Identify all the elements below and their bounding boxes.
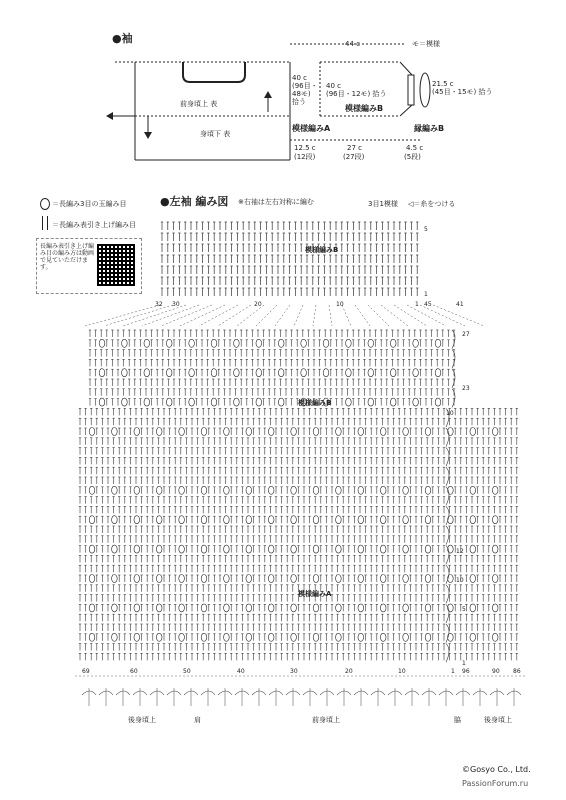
legend-raised-text: ＝長編み表引き上げ編み目 xyxy=(52,221,136,229)
bobble-mark xyxy=(201,428,207,436)
bobble-mark xyxy=(470,516,476,524)
bobble-mark xyxy=(291,486,297,494)
bobble-mark xyxy=(291,575,297,583)
bobble-mark xyxy=(346,398,352,406)
bobble-mark xyxy=(380,516,386,524)
bobble-mark xyxy=(179,486,185,494)
bobble-mark xyxy=(435,398,441,406)
bobble-mark xyxy=(156,575,162,583)
decrease-line xyxy=(199,305,238,326)
bobble-mark xyxy=(291,428,297,436)
bobble-mark xyxy=(166,398,172,406)
bobble-mark xyxy=(246,486,252,494)
bobble-mark xyxy=(122,369,128,377)
bobble-mark xyxy=(246,428,252,436)
pattern-b-label: 模様編みB xyxy=(345,104,384,113)
bobble-mark xyxy=(448,575,454,583)
bobble-mark xyxy=(368,398,374,406)
mid-pickup-label: 40 c (96目・12モ) 拾う xyxy=(326,82,387,98)
bobble-mark xyxy=(448,516,454,524)
repeat-label: 3目1模様 xyxy=(368,200,398,208)
bobble-mark xyxy=(134,428,140,436)
bobble-mark xyxy=(492,545,498,553)
bobble-mark xyxy=(278,339,284,347)
bobble-mark xyxy=(470,428,476,436)
bobble-mark xyxy=(201,545,207,553)
bobble-mark xyxy=(99,369,105,377)
decrease-line xyxy=(85,305,160,326)
video-note-text: 長編み表引き上げ編み目の編み方は動画で見ていただけます。 xyxy=(40,243,95,271)
dim-c: 4.5 c xyxy=(406,144,424,152)
bobble-mark xyxy=(189,398,195,406)
dim-c-rows: (5段) xyxy=(404,153,421,161)
bobble-mark xyxy=(112,486,118,494)
bobble-mark xyxy=(189,369,195,377)
bobble-mark xyxy=(301,339,307,347)
bobble-mark xyxy=(291,516,297,524)
bobble-mark xyxy=(179,516,185,524)
bobble-mark xyxy=(425,575,431,583)
legend-bobble-text: ＝長編み3目の玉編み目 xyxy=(52,200,127,208)
decrease-line xyxy=(180,305,225,326)
decrease-line xyxy=(407,305,446,326)
bobble-mark xyxy=(179,428,185,436)
bobble-mark xyxy=(403,428,409,436)
bobble-mark xyxy=(336,428,342,436)
decrease-line xyxy=(294,305,303,326)
bobble-mark xyxy=(425,545,431,553)
bobble-mark xyxy=(268,516,274,524)
bobble-mark xyxy=(413,339,419,347)
bobble-mark xyxy=(224,428,230,436)
bobble-mark xyxy=(246,575,252,583)
bobble-mark xyxy=(268,428,274,436)
decrease-line xyxy=(104,305,173,326)
bobble-mark xyxy=(301,369,307,377)
cuff-label: 縁編みB xyxy=(414,124,445,133)
decrease-line xyxy=(381,305,408,326)
bobble-mark xyxy=(156,486,162,494)
bobble-mark xyxy=(246,545,252,553)
bobble-mark xyxy=(256,369,262,377)
bobble-mark xyxy=(256,398,262,406)
bobble-mark xyxy=(368,339,374,347)
dim-a: 12.5 c xyxy=(294,144,316,152)
bobble-mark xyxy=(166,369,172,377)
bobble-mark xyxy=(470,486,476,494)
bobble-mark xyxy=(403,545,409,553)
bobble-mark xyxy=(89,575,95,583)
bobble-mark xyxy=(336,575,342,583)
bobble-mark xyxy=(112,428,118,436)
decrease-line xyxy=(394,305,427,326)
bobble-mark xyxy=(313,516,319,524)
bobble-mark xyxy=(144,398,150,406)
bobble-mark xyxy=(425,428,431,436)
bobble-mark xyxy=(390,398,396,406)
bobble-mark xyxy=(336,486,342,494)
bobble-mark xyxy=(89,516,95,524)
bobble-mark xyxy=(492,428,498,436)
bobble-mark xyxy=(211,369,217,377)
bobble-mark xyxy=(358,575,364,583)
bobble-mark xyxy=(122,398,128,406)
bobble-mark xyxy=(470,575,476,583)
bobble-mark xyxy=(358,486,364,494)
bobble-mark xyxy=(211,398,217,406)
bobble-mark xyxy=(323,369,329,377)
bobble-mark xyxy=(403,575,409,583)
bobble-mark xyxy=(313,545,319,553)
bobble-mark xyxy=(278,369,284,377)
bobble-mark xyxy=(144,339,150,347)
bobble-mark xyxy=(313,486,319,494)
bobble-mark xyxy=(134,516,140,524)
dim-a-rows: (12段) xyxy=(294,153,316,161)
bobble-mark xyxy=(112,545,118,553)
bobble-mark xyxy=(189,339,195,347)
bobble-mark xyxy=(380,545,386,553)
bobble-mark xyxy=(156,516,162,524)
bobble-mark xyxy=(224,486,230,494)
bobble-mark xyxy=(425,516,431,524)
bobble-mark xyxy=(278,398,284,406)
bobble-mark xyxy=(156,545,162,553)
bobble-mark xyxy=(166,339,172,347)
cuff-pickup-label: 21.5 c (45目・15モ) 拾う xyxy=(432,80,493,96)
front-upper-label: 前身頃上 表 xyxy=(180,100,218,108)
bobble-mark xyxy=(268,486,274,494)
bobble-mark xyxy=(291,545,297,553)
bobble-mark xyxy=(380,428,386,436)
bobble-mark xyxy=(122,339,128,347)
bobble-mark xyxy=(403,486,409,494)
bobble-mark xyxy=(268,545,274,553)
decrease-line xyxy=(433,305,484,326)
bobble-mark xyxy=(435,369,441,377)
bobble-mark xyxy=(358,545,364,553)
bobble-mark xyxy=(99,398,105,406)
decrease-line xyxy=(256,305,277,326)
decrease-line xyxy=(275,305,290,326)
bobble-mark xyxy=(234,369,240,377)
body-lower-label: 身頃下 表 xyxy=(200,130,231,138)
decrease-line xyxy=(218,305,251,326)
sleeve-width-label: 44 c xyxy=(345,40,360,48)
bobble-mark xyxy=(201,486,207,494)
bobble-mark xyxy=(403,516,409,524)
bobble-mark xyxy=(99,339,105,347)
chart-title: ●左袖 編み図 xyxy=(160,195,229,208)
bobble-mark xyxy=(179,545,185,553)
bobble-mark xyxy=(112,575,118,583)
decrease-line xyxy=(368,305,389,326)
dim-b: 27 c xyxy=(347,144,362,152)
decrease-line xyxy=(313,305,316,326)
bobble-mark xyxy=(201,575,207,583)
bobble-mark xyxy=(256,339,262,347)
decrease-line xyxy=(342,305,351,326)
bobble-mark xyxy=(380,486,386,494)
decrease-line xyxy=(329,305,332,326)
bobble-mark xyxy=(134,545,140,553)
bobble-mark xyxy=(134,486,140,494)
bobble-mark xyxy=(358,428,364,436)
decrease-line xyxy=(123,305,186,326)
bobble-mark xyxy=(246,516,252,524)
bobble-mark xyxy=(224,545,230,553)
decrease-line xyxy=(355,305,370,326)
mirror-note: ※右袖は左右対称に編む xyxy=(238,198,314,206)
bobble-mark xyxy=(234,398,240,406)
pattern-note: モ＝模様 xyxy=(412,40,440,48)
bobble-mark xyxy=(435,339,441,347)
bobble-mark xyxy=(346,339,352,347)
bobble-mark xyxy=(323,339,329,347)
bobble-mark xyxy=(492,516,498,524)
bobble-mark xyxy=(89,486,95,494)
bobble-mark xyxy=(470,545,476,553)
bobble-mark xyxy=(336,545,342,553)
bobble-mark xyxy=(211,339,217,347)
bobble-mark xyxy=(224,575,230,583)
dim-b-rows: (27段) xyxy=(343,153,365,161)
bobble-mark xyxy=(413,369,419,377)
bobble-mark xyxy=(346,369,352,377)
bobble-mark xyxy=(268,575,274,583)
bobble-mark xyxy=(413,398,419,406)
bobble-mark xyxy=(336,516,342,524)
bobble-mark xyxy=(134,575,140,583)
bobble-mark xyxy=(234,339,240,347)
bobble-mark xyxy=(368,369,374,377)
bobble-mark xyxy=(144,369,150,377)
bobble-mark xyxy=(224,516,230,524)
bobble-mark xyxy=(390,369,396,377)
bobble-mark xyxy=(492,486,498,494)
decrease-line xyxy=(237,305,264,326)
bobble-mark xyxy=(358,516,364,524)
bobble-mark xyxy=(390,339,396,347)
bobble-mark xyxy=(492,575,498,583)
pattern-a-label: 模様編みA xyxy=(292,124,331,133)
bobble-mark xyxy=(89,428,95,436)
bobble-mark xyxy=(156,428,162,436)
attach-note: ◁＝糸をつける xyxy=(408,200,456,208)
bobble-mark xyxy=(112,516,118,524)
bobble-mark xyxy=(179,575,185,583)
bobble-mark xyxy=(201,516,207,524)
bobble-mark xyxy=(380,575,386,583)
sleeve-title: ●袖 xyxy=(112,32,133,45)
bobble-mark xyxy=(425,486,431,494)
decrease-line xyxy=(142,305,199,326)
decrease-line xyxy=(161,305,212,326)
bobble-mark xyxy=(89,545,95,553)
bobble-mark xyxy=(313,428,319,436)
decrease-line xyxy=(420,305,465,326)
left-pickup-label: 40 c (96目・ 48モ) 拾う xyxy=(292,74,318,106)
bobble-mark xyxy=(313,575,319,583)
